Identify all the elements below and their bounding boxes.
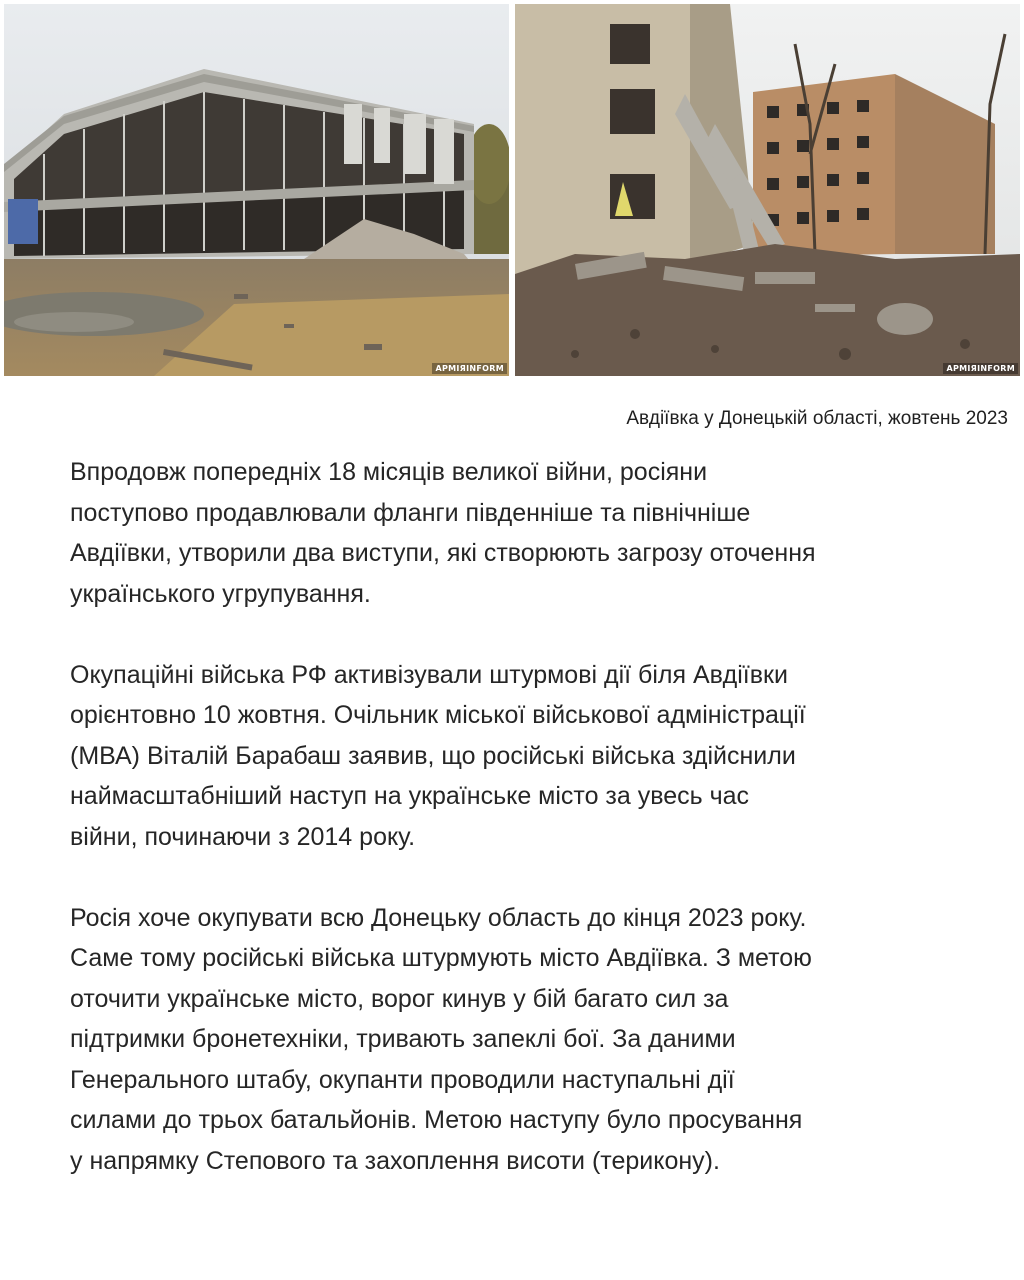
- text-line: орієнтовно 10 жовтня. Очільник міської військової адміністрації: [70, 701, 806, 729]
- photo-destroyed-building: [4, 4, 509, 376]
- paragraph: [70, 452, 970, 614]
- article-body: [70, 452, 970, 1181]
- text-line: (МВА) Віталій Барабаш заявив, що російські війська здійснили: [70, 741, 796, 770]
- text-line: підтримки бронетехніки, тривають запеклі бої. За даними: [70, 1025, 736, 1053]
- text-line: поступово продавлювали фланги південніше та північніше: [70, 498, 751, 527]
- watermark-logo: АРМІЯINFORM: [943, 363, 1018, 374]
- text-line: Впродовж попередніх 18 місяців великої війни, росіяни: [70, 458, 708, 486]
- text-line: Генерального штабу, окупанти проводили наступальні дії: [70, 1065, 735, 1094]
- text-line: Росія хоче окупувати всю Донецьку область до кінця 2023 року.: [70, 903, 807, 932]
- text-line: війни, починаючи з 2014 року.: [70, 822, 416, 851]
- photo-destroyed-apartments: [515, 4, 1020, 376]
- text-line: Саме тому російські війська штурмують місто Авдіївка. З метою: [70, 944, 812, 972]
- destroyed-apartments-illustration: [515, 4, 1020, 376]
- text-line: силами до трьох батальйонів. Метою наступу було просування: [70, 1106, 803, 1134]
- destroyed-building-illustration: [4, 4, 509, 376]
- paragraph: [70, 655, 970, 858]
- text-line: наймасштабніший наступ на українське місто за увесь час: [70, 782, 750, 810]
- text-line: у напрямку Степового та захоплення висоти (терикону).: [70, 1146, 720, 1175]
- text-line: Авдіївки, утворили два виступи, які створюють загрозу оточення: [70, 539, 816, 567]
- text-line: Окупаційні війська РФ активізували штурмові дії біля Авдіївки: [70, 660, 788, 689]
- watermark-logo: АРМІЯINFORM: [432, 363, 507, 374]
- photo-caption: Авдіївка у Донецькій області, жовтень 2023: [614, 399, 1020, 439]
- paragraph: [70, 898, 970, 1182]
- text-line: українського угрупування.: [70, 579, 371, 608]
- text-line: оточити українське місто, ворог кинув у бій багато сил за: [70, 984, 729, 1013]
